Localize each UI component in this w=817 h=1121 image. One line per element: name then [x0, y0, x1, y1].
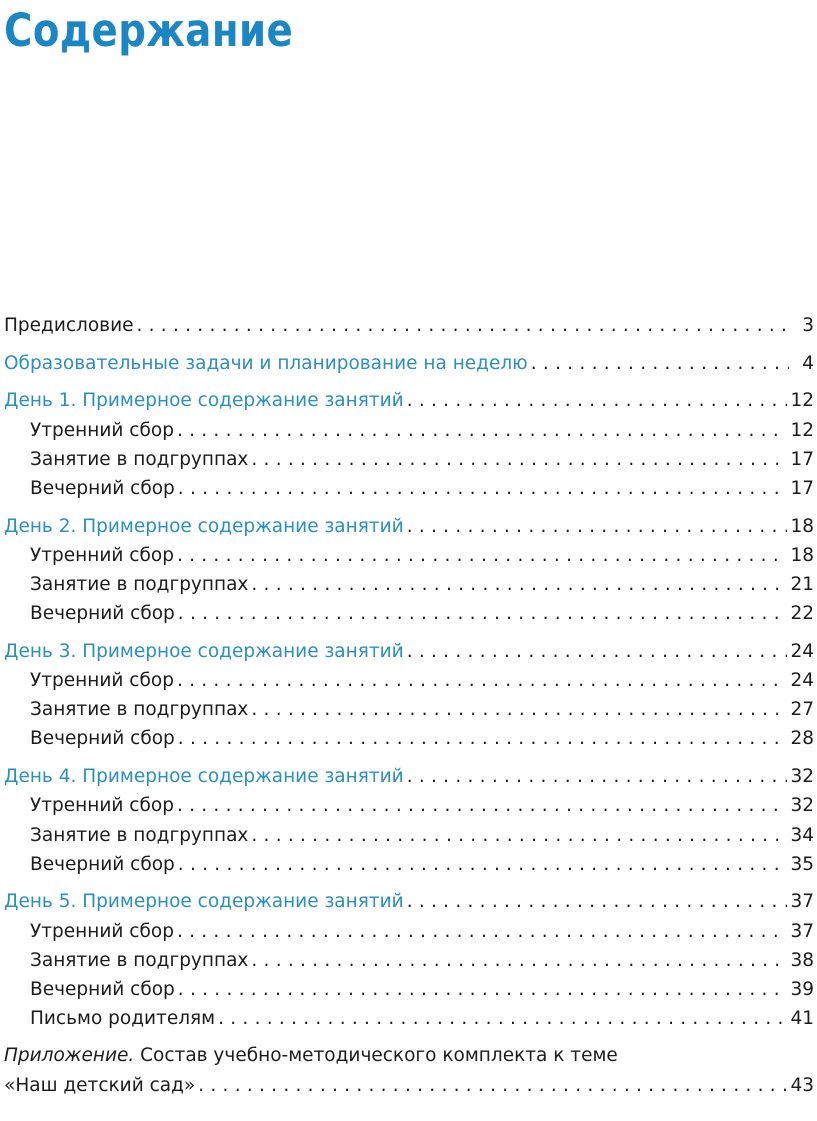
toc-subentry[interactable] [4, 541, 814, 570]
dot-leader [178, 599, 788, 628]
toc-subentry[interactable] [4, 416, 814, 445]
dot-leader [407, 887, 788, 916]
toc-entry-page: 12 [790, 419, 814, 441]
toc-subentry[interactable] [4, 724, 814, 753]
dot-leader [178, 724, 788, 753]
toc-entry[interactable] [4, 637, 814, 666]
toc-entry[interactable] [4, 386, 814, 415]
toc-entry-label: Занятие в подгруппах [30, 824, 249, 846]
toc-entry-label: День 4. Примерное содержание занятий [4, 766, 404, 788]
toc-entry-label: «Наш детский сад» [4, 1074, 196, 1096]
toc-subentry[interactable] [4, 791, 814, 820]
table-of-contents [4, 311, 814, 1100]
toc-entry-page: 22 [790, 603, 814, 625]
toc-entry-page: 35 [790, 853, 814, 875]
toc-entry-label: День 3. Примерное содержание занятий [4, 640, 404, 662]
toc-entry-label: Предисловие [4, 315, 134, 336]
toc-subentry[interactable] [4, 666, 814, 695]
toc-subentry[interactable] [4, 850, 814, 879]
toc-entry-page: 24 [790, 670, 814, 692]
dot-leader [218, 1004, 787, 1033]
toc-entry-page: 28 [790, 728, 814, 750]
dot-leader [251, 821, 787, 850]
toc-entry-page: 32 [790, 766, 814, 788]
toc-entry-page: 4 [802, 352, 814, 374]
toc-entry-label: Письмо родителям [30, 1008, 216, 1030]
toc-entry-page: 37 [790, 891, 814, 913]
dot-leader [407, 512, 788, 541]
dot-leader [407, 762, 788, 791]
toc-subentry[interactable] [4, 821, 814, 850]
dot-leader [177, 541, 788, 570]
toc-entry-label: Занятие в подгруппах [30, 448, 249, 470]
dot-leader [177, 416, 788, 445]
toc-entry-label: Занятие в подгруппах [30, 699, 249, 721]
toc-entry[interactable] [4, 762, 814, 791]
toc-entry-label: Утренний сбор [30, 544, 174, 566]
toc-entry-label: Утренний сбор [30, 920, 174, 942]
toc-entry-label: Утренний сбор [30, 795, 174, 817]
dot-leader [251, 695, 787, 724]
toc-entry-label: День 1. Примерное содержание занятий [4, 390, 404, 412]
dot-leader [251, 946, 787, 975]
toc-entry-label: День 5. Примерное содержание занятий [4, 891, 404, 913]
toc-subentry[interactable] [4, 599, 814, 628]
toc-entry[interactable] [4, 512, 814, 541]
toc-entry-page: 27 [790, 699, 814, 721]
dot-leader [177, 666, 788, 695]
toc-entry-label: Утренний сбор [30, 419, 174, 441]
toc-entry-page: 34 [790, 824, 814, 846]
toc-subentry[interactable] [4, 975, 814, 1004]
toc-entry-page: 21 [790, 574, 814, 595]
toc-entry-page: 17 [790, 448, 814, 470]
toc-entry-label: Вечерний сбор [30, 978, 175, 1000]
toc-subentry[interactable] [4, 570, 814, 599]
toc-subentry[interactable] [4, 474, 814, 503]
dot-leader [178, 474, 788, 503]
dot-leader [136, 311, 789, 340]
toc-subentry[interactable] [4, 445, 814, 474]
toc-entry-page: 17 [790, 477, 814, 499]
toc-subentry[interactable] [4, 946, 814, 975]
toc-entry-page: 32 [790, 795, 814, 817]
toc-entry[interactable] [4, 311, 814, 340]
page-title: Содержание [4, 4, 294, 57]
toc-entry-page: 3 [802, 315, 814, 336]
appendix-title-line [4, 1041, 814, 1070]
toc-entry-label: Утренний сбор [30, 670, 174, 692]
toc-entry-label: Занятие в подгруппах [30, 574, 249, 595]
toc-entry-page: 18 [790, 544, 814, 566]
toc-entry[interactable] [4, 349, 814, 378]
dot-leader [531, 349, 789, 378]
dot-leader [407, 386, 788, 415]
toc-entry-page: 12 [790, 390, 814, 412]
toc-entry-page: 38 [790, 949, 814, 971]
dot-leader [251, 445, 787, 474]
toc-entry-label: Занятие в подгруппах [30, 949, 249, 971]
toc-entry-page: 37 [790, 920, 814, 942]
toc-entry-page: 39 [790, 978, 814, 1000]
appendix-text: Состав учебно-методического комплекта к теме [134, 1045, 618, 1067]
dot-leader [177, 791, 788, 820]
toc-entry-label: День 2. Примерное содержание занятий [4, 515, 404, 537]
toc-entry-page: 24 [790, 640, 814, 662]
dot-leader [178, 975, 788, 1004]
toc-entry-label: Вечерний сбор [30, 853, 175, 875]
toc-entry[interactable] [4, 887, 814, 916]
toc-subentry[interactable] [4, 695, 814, 724]
toc-entry-label: Вечерний сбор [30, 728, 175, 750]
toc-entry-label: Образовательные задачи и планирование на неделю [4, 352, 528, 374]
toc-entry-label: Вечерний сбор [30, 603, 175, 625]
dot-leader [198, 1071, 787, 1100]
toc-list [4, 311, 814, 1033]
toc-entry-label: Вечерний сбор [30, 477, 175, 499]
toc-subentry[interactable] [4, 917, 814, 946]
toc-entry-page: 43 [790, 1074, 814, 1096]
toc-entry-page: 41 [790, 1008, 814, 1030]
dot-leader [407, 637, 788, 666]
dot-leader [251, 570, 787, 599]
toc-entry-appendix[interactable] [4, 1071, 814, 1100]
toc-subentry[interactable] [4, 1004, 814, 1033]
toc-entry-page: 18 [790, 515, 814, 537]
appendix-prefix: Приложение. [4, 1045, 135, 1067]
dot-leader [177, 917, 788, 946]
dot-leader [178, 850, 788, 879]
